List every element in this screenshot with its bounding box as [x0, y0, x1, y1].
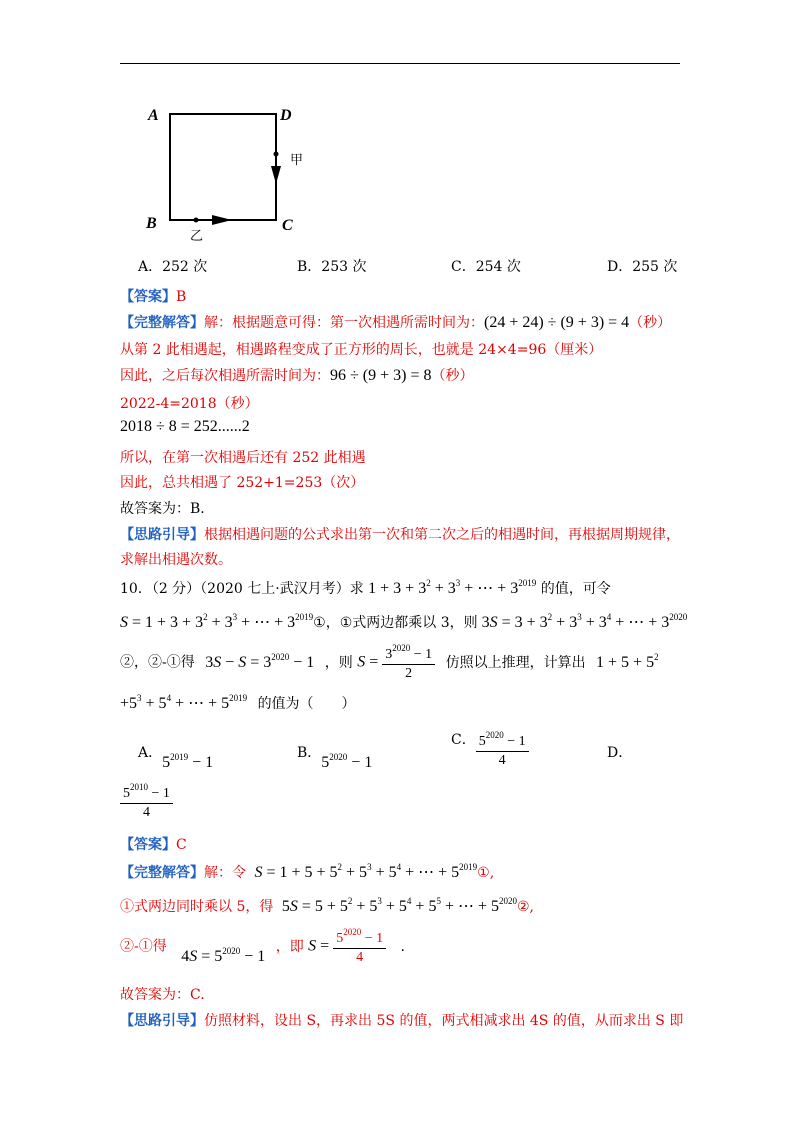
q9-option-b: B．253 次	[297, 259, 367, 275]
q10-solution-3: ②-①得 $4S = 5^{2020} - 1$ ，即 S = $\frac{5^{2020} - 1}{4}$ .	[120, 927, 405, 965]
point-jia	[274, 152, 279, 157]
q9-option-d: D．255 次	[607, 259, 678, 275]
q9-solution-6: 所以，在第一次相遇后还有 252 此相遇	[120, 450, 366, 466]
q10-solution-4: 故答案为：C.	[120, 987, 205, 1003]
square-outline	[170, 114, 276, 220]
point-yi	[194, 218, 199, 223]
arrow-right-icon	[212, 215, 232, 225]
q9-hint-2: 求解出相遇次数。	[120, 552, 232, 568]
q10-option-d-value: $\frac{5^{2010} - 1}{4}$	[120, 782, 173, 821]
q9-option-c: C．254 次	[451, 259, 521, 275]
q9-solution-4: 2022-4=2018（秒）	[120, 396, 259, 412]
vertex-a: A	[148, 107, 159, 124]
square-diagram	[140, 96, 310, 246]
q10-solution-2: ①式两边同时乘以 5，得 $5S = 5 + 5^2 + 5^3 + 5^4 + 5^5$ + ⋯ + $5^{2020}②$,	[120, 896, 535, 915]
q10-stem-3: ②，②-①得 $3S - S = 3^{2020} - 1$ ，则 S = $\frac{3^{2020} - 1}{2}$ 仿照以上推理，计算出 $1 + 5 + 5^2$	[120, 643, 659, 681]
vertex-d: D	[280, 107, 292, 124]
label-jia: 甲	[290, 152, 304, 167]
q10-option-d: D．	[607, 745, 633, 761]
q10-option-c: C． $\frac{5^{2020} - 1}{4}$	[451, 730, 529, 769]
q9-solution-2: 从第 2 此相遇起，相遇路程变成了正方形的周长，也就是 24×4=96（厘米）	[120, 342, 603, 358]
q9-hint-1: 【思路引导】根据相遇问题的公式求出第一次和第二次之后的相遇时间，再根据周期规律，	[120, 527, 680, 543]
q10-hint-1: 【思路引导】仿照材料，设出 S，再求出 5S 的值，两式相减求出 4S 的值，从而求出 S 即	[120, 1013, 684, 1029]
label-yi: 乙	[190, 228, 204, 243]
header-rule	[120, 63, 680, 64]
q10-answer: 【答案】C	[120, 837, 187, 853]
q9-answer: 【答案】B	[120, 289, 187, 305]
q9-solution-3: 因此，之后每次相遇所需时间为：96 ÷ (9 + 3) = 8（秒）	[120, 367, 474, 384]
q9-solution-7: 因此，总共相遇了 252+1=253（次）	[120, 475, 365, 491]
q10-stem-4: $+5^3 + 5^4$ + ⋯ + $5^{2019}$ 的值为（ ）	[120, 693, 356, 712]
q10-stem-1: 10．（2 分）（2020 七上·武汉月考）求 $1 + 3 + 3^2 + 3^3$ + ⋯ + $3^{2019}$ 的值，可令	[120, 578, 611, 597]
arrow-down-icon	[271, 166, 281, 184]
q10-option-a: A．$5^{2019} - 1$	[138, 745, 214, 771]
vertex-c: C	[282, 217, 293, 234]
vertex-b: B	[146, 215, 157, 232]
q9-solution-5: 2018 ÷ 8 = 252......2	[120, 418, 250, 435]
q9-solution-8: 故答案为：B.	[120, 501, 205, 517]
q10-option-b: B．$5^{2020} - 1$	[297, 745, 373, 771]
q9-option-a: A．252 次	[138, 259, 208, 275]
q10-solution-1: 【完整解答】解：令 $S = 1 + 5 + 5^2 + 5^3 + 5^4$ + ⋯ + $5^{2019}①$,	[120, 862, 495, 881]
q9-solution-1: 【完整解答】解：根据题意可得：第一次相遇所需时间为：(24 + 24) ÷ (9 + 3) = 4（秒）	[120, 314, 672, 331]
q10-stem-2: $S = 1 + 3 + 3^2 + 3^3$ + ⋯ + $3^{2019}①$，①式两边都乘以 3，则 $3S = 3 + 3^2 + 3^3 + 3^4$ + ⋯ + $3^{2020}$	[120, 612, 688, 631]
